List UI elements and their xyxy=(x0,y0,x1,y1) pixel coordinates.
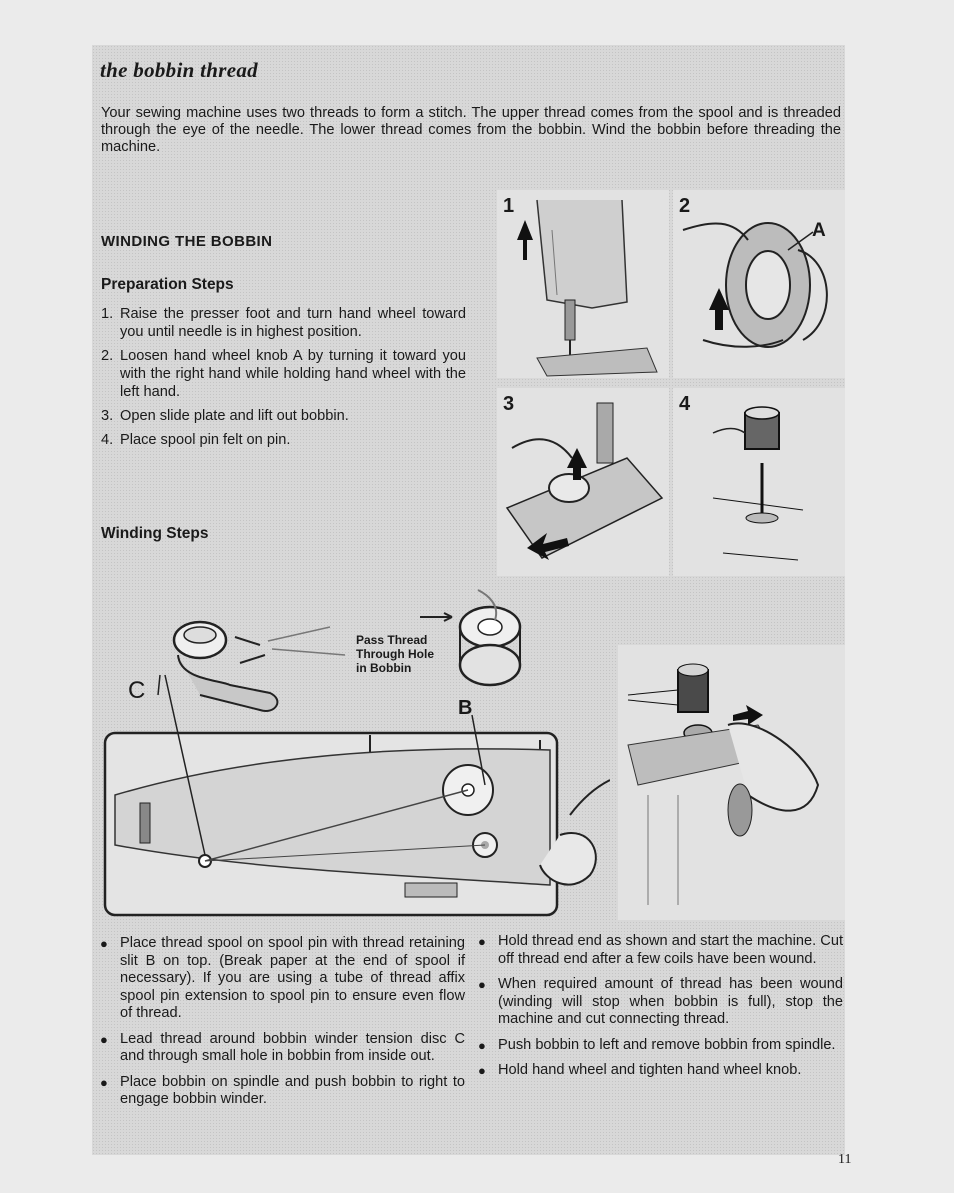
pass-thread-line-1: Pass Thread xyxy=(356,633,428,647)
prep-step xyxy=(101,407,466,425)
bullet-item xyxy=(100,935,465,1023)
bullet-text: Push bobbin to left and remove bobbin from spindle. xyxy=(498,1036,836,1053)
prep-step-text: Loosen hand wheel knob A by turning it toward you with the right hand while holding hand wheel with the left hand. xyxy=(120,348,466,400)
bullet-item xyxy=(100,1074,465,1109)
figure-3-number: 3 xyxy=(503,393,515,415)
label-c: C xyxy=(128,677,146,704)
winding-diagram xyxy=(100,585,610,920)
pass-thread-label xyxy=(356,633,434,675)
bullet-dot: ● xyxy=(100,1074,108,1090)
bullet-dot: ● xyxy=(100,936,108,951)
prep-step xyxy=(101,305,466,341)
figure-4-spool-pin xyxy=(673,388,845,576)
page-number: 11 xyxy=(838,1152,852,1167)
prep-step-number: 2. xyxy=(101,348,114,364)
prep-step-text: Raise the presser foot and turn hand wheel toward you until needle is in highest position. xyxy=(120,306,466,340)
intro-paragraph: Your sewing machine uses two threads to form a stitch. The upper thread comes from the spool and is threaded through the eye of the needle. The lower thread comes from the bobbin. Wind the bobbin before threading the machine. xyxy=(101,105,841,155)
prep-step-number: 4. xyxy=(101,432,114,448)
preparation-heading: Preparation Steps xyxy=(101,276,234,293)
bullet-item xyxy=(478,933,843,968)
bullet-text: When required amount of thread has been wound (winding will stop when bobbin is full), stop the machine and cut connecting thread. xyxy=(498,976,843,1027)
bullet-text: Place bobbin on spindle and push bobbin to right to engage bobbin winder. xyxy=(120,1073,465,1107)
bullet-text: Lead thread around bobbin winder tension disc C and through small hole in bobbin from inside out. xyxy=(120,1030,465,1064)
figure-thread-end xyxy=(618,645,845,920)
label-b: B xyxy=(458,697,473,719)
winding-heading: Winding Steps xyxy=(101,525,209,542)
bullet-item xyxy=(478,976,843,1029)
bullets-right-column xyxy=(478,933,843,1088)
figure-4-number: 4 xyxy=(679,393,691,415)
figure-1-needle xyxy=(497,190,669,378)
figure-3-slide-plate xyxy=(497,388,669,576)
bullet-dot: ● xyxy=(478,977,486,992)
prep-step xyxy=(101,431,466,449)
bullet-text: Hold thread end as shown and start the machine. Cut off thread end after a few coils have been wound. xyxy=(498,933,843,967)
bullet-text: Hold hand wheel and tighten hand wheel knob. xyxy=(498,1062,802,1078)
prep-step-text: Place spool pin felt on pin. xyxy=(120,432,291,448)
figure-2-handwheel xyxy=(673,190,845,378)
bullet-item xyxy=(478,1037,843,1055)
prep-step xyxy=(101,347,466,401)
preparation-steps xyxy=(101,305,466,455)
pass-thread-line-2: Through Hole xyxy=(356,647,434,661)
bullet-dot: ● xyxy=(100,1031,108,1047)
bullet-dot: ● xyxy=(478,1063,486,1078)
bullet-item xyxy=(478,1062,843,1080)
pass-thread-line-3: in Bobbin xyxy=(356,661,412,675)
page-title: the bobbin thread xyxy=(100,58,258,82)
bullet-dot: ● xyxy=(478,1037,486,1053)
bullets-left-column xyxy=(100,935,465,1117)
label-a: A xyxy=(812,220,826,241)
prep-step-number: 1. xyxy=(101,306,114,322)
figure-2-number: 2 xyxy=(679,195,691,217)
figure-1-number: 1 xyxy=(503,195,515,217)
section-heading: WINDING THE BOBBIN xyxy=(101,233,273,250)
bullet-dot: ● xyxy=(478,934,486,949)
prep-step-text: Open slide plate and lift out bobbin. xyxy=(120,408,349,424)
bullet-item xyxy=(100,1031,465,1066)
prep-step-number: 3. xyxy=(101,408,114,424)
bullet-text: Place thread spool on spool pin with thread retaining slit B on top. (Break paper at the end of spool if necessary). If you are using a tube of thread affix spool pin extension to spool pin to ensure even flow of thread. xyxy=(120,935,465,1021)
